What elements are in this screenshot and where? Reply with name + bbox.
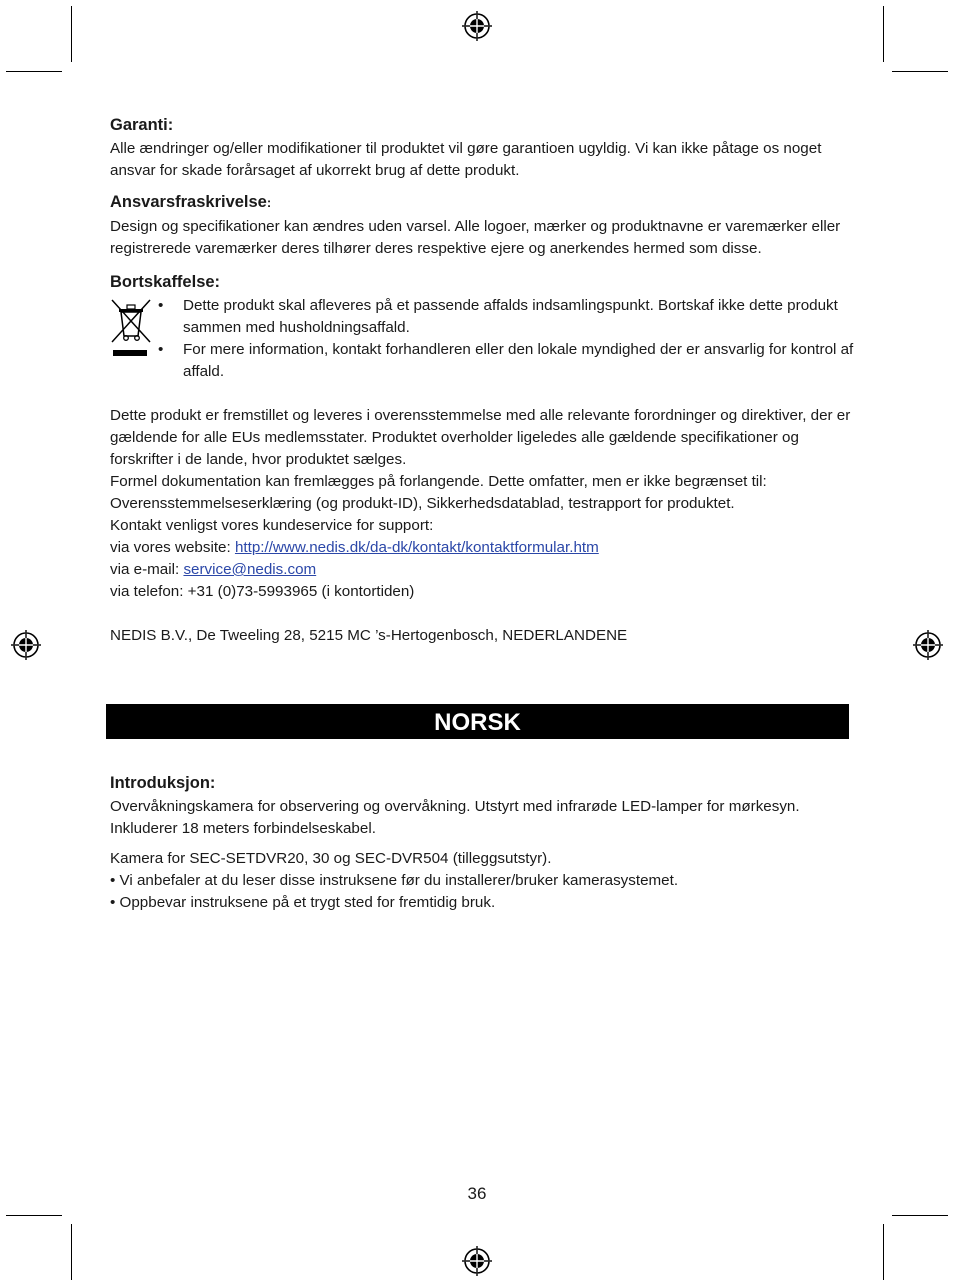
company-address: NEDIS B.V., De Tweeling 28, 5215 MC ’s-Hertogenbosch, NEDERLANDENE (110, 627, 628, 644)
documentation-text: Formel dokumentation kan fremlægges på forlangende. Dette omfatter, men er ikke begrænset til: Overensstemmelseserklæring (og produkt-ID), Sikkerhedsdatablad, testrapport for produktet. (110, 473, 767, 512)
ansvar-heading-text: Ansvarsfraskrivelse (110, 193, 267, 211)
ansvar-text: Design og specifikationer kan ændres uden varsel. Alle logoer, mærker og produktnavne er varemærker eller registrerede varemærker deres tilhører deres respektive ejere og anerkendes hermed som disse. (110, 218, 841, 257)
garanti-heading: Garanti: (110, 116, 174, 134)
list-item: • Dette produkt skal afleveres på et passende affalds indsamlingspunkt. Bortskaf ikke dette produkt sammen med husholdningsaffald. (183, 295, 855, 339)
email-line (110, 559, 855, 581)
website-link[interactable]: http://www.nedis.dk/da-dk/kontakt/kontaktformular.htm (234, 539, 599, 556)
compatibility-text: Kamera for SEC-SETDVR20, 30 og SEC-DVR504 (tilleggsutstyr). (110, 850, 552, 867)
website-label: via vores website: (110, 539, 235, 556)
list-item: • Vi anbefaler at du leser disse instruksene før du installerer/bruker kamerasystemet. (110, 872, 679, 889)
garanti-section (110, 115, 855, 182)
list-item: • Oppbevar instruksene på et trygt sted for fremtidig bruk. (110, 894, 496, 911)
crop-mark (883, 6, 884, 62)
ansvar-section (110, 192, 855, 260)
crop-mark (883, 1224, 884, 1280)
registration-mark-icon (912, 629, 944, 661)
bortskaffelse-heading: Bortskaffelse: (110, 273, 221, 291)
crop-mark (71, 1224, 72, 1280)
page-number: 36 (467, 1184, 487, 1203)
support-intro: Kontakt venligst vores kundeservice for support: (110, 517, 434, 534)
registration-mark-icon (10, 629, 42, 661)
bortskaffelse-list (110, 295, 855, 383)
list-item: • For mere information, kontakt forhandleren eller den lokale myndighed der er ansvarlig for kontrol af affald. (183, 339, 855, 383)
crop-mark (6, 71, 62, 72)
ansvar-heading (110, 192, 855, 213)
email-label: via e-mail: (110, 561, 184, 578)
garanti-text: Alle ændringer og/eller modifikationer til produktet vil gøre garantioen ugyldig. Vi kan ikke påtage os noget ansvar for skade forårsaget af ukorrekt brug af dette produkt. (110, 140, 822, 179)
compliance-section (110, 405, 855, 603)
crossed-out-wheelie-bin-icon (110, 298, 152, 360)
crop-mark (6, 1215, 62, 1216)
crop-mark (892, 1215, 948, 1216)
registration-mark-icon (461, 10, 493, 42)
danish-section (110, 115, 855, 647)
norwegian-section (110, 773, 870, 914)
bortskaffelse-body (110, 295, 855, 383)
introduksjon-heading: Introduksjon: (110, 774, 216, 792)
crop-mark (892, 71, 948, 72)
compliance-text: Dette produkt er fremstillet og leveres i overensstemmelse med alle relevante forordninger og direktiver, der er gældende for alle EUs medlemsstater. Produktet overholder ligeledes alle gældende specifikationer og forskrifter i de lande, hvor produktet sælges. (110, 407, 851, 468)
website-line (110, 537, 855, 559)
language-section-title: NORSK (106, 704, 849, 739)
bortskaffelse-section (110, 272, 855, 383)
introduksjon-text: Overvåkningskamera for observering og overvåkning. Utstyrt med infrarøde LED-lamper for mørkesyn. Inkluderer 18 meters forbindelseskabel. (110, 798, 800, 837)
crop-mark (71, 6, 72, 62)
ansvar-heading-colon: : (266, 195, 272, 210)
phone-line: via telefon: +31 (0)73-5993965 (i kontortiden) (110, 583, 415, 600)
email-link[interactable]: service@nedis.com (183, 561, 317, 578)
registration-mark-icon (461, 1245, 493, 1277)
